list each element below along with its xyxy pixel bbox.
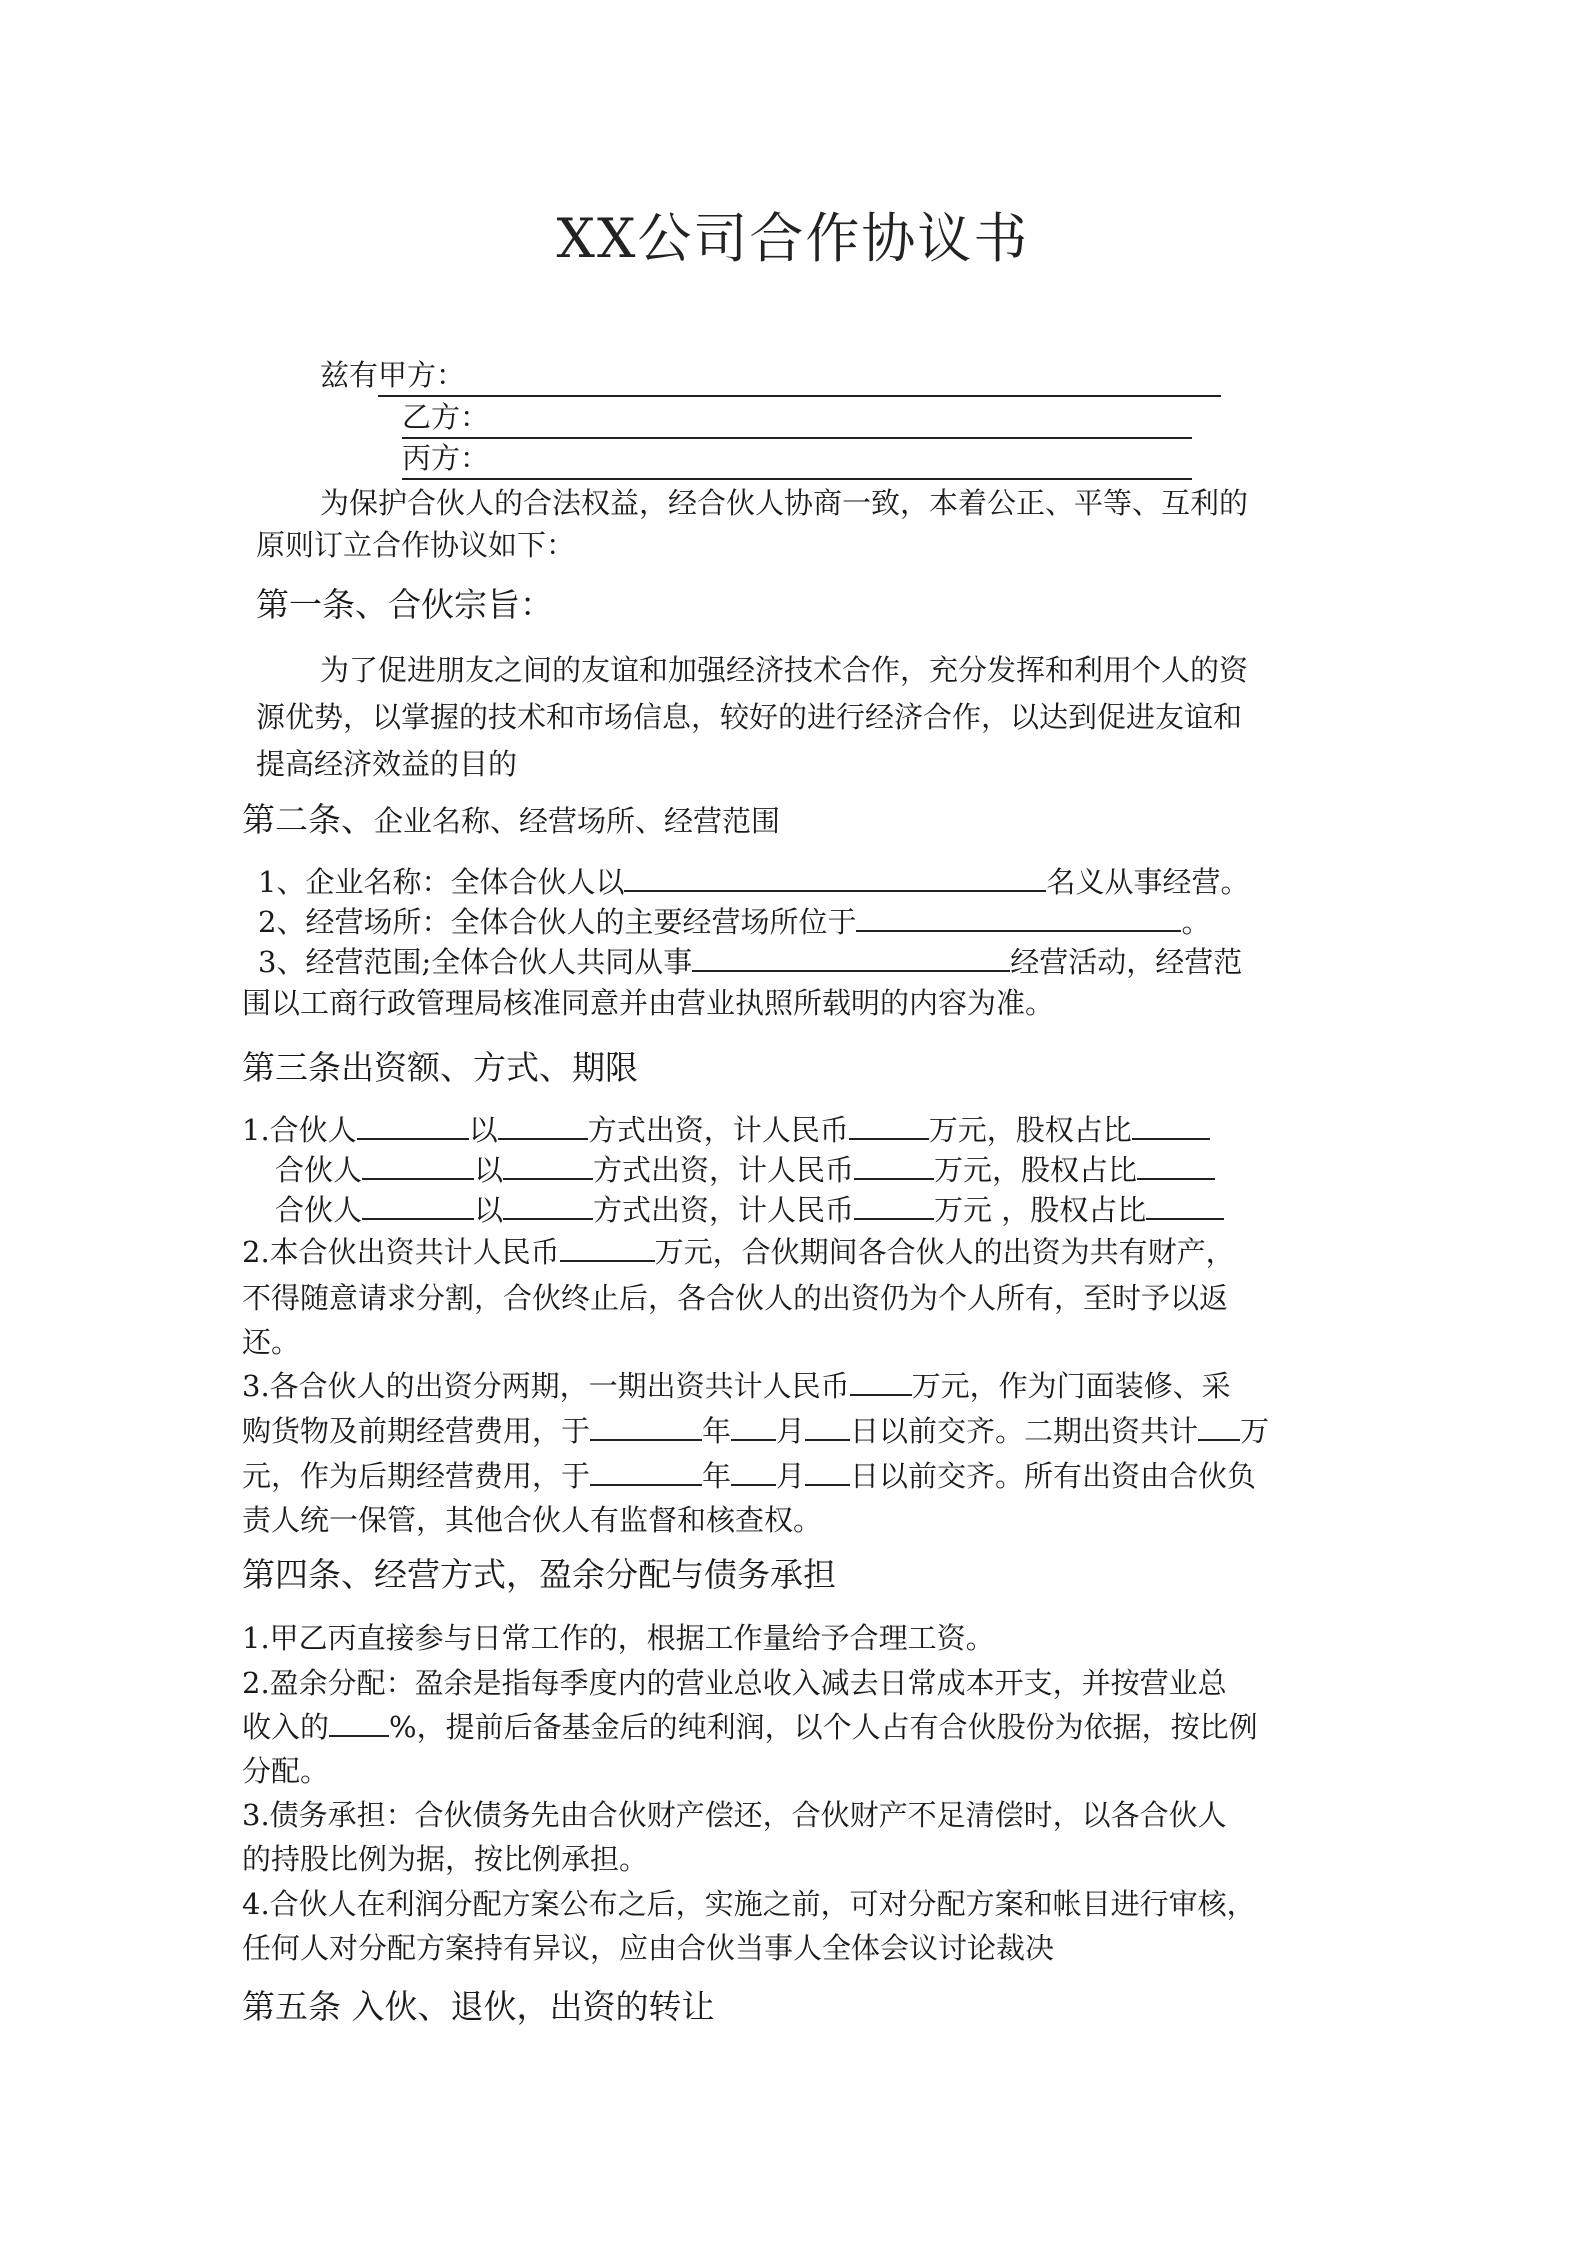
article-2-item-3-cont: 围以工商行政管理局核准同意并由营业执照所载明的内容为准。 — [242, 986, 1055, 1020]
phase-2-month-blank[interactable] — [731, 1456, 776, 1486]
party-a-row — [320, 355, 1221, 397]
by-label: 以 — [468, 1113, 498, 1147]
amount-blank[interactable] — [849, 1110, 929, 1140]
item-number: 1. — [242, 1113, 270, 1147]
equity-blank[interactable] — [1132, 1110, 1210, 1140]
partner-label: 合伙人 — [275, 1153, 363, 1187]
article-1-line-2: 源优势，以掌握的技术和市场信息，较好的进行经济合作，以达到促进友谊和 — [256, 700, 1243, 734]
method-label: 方式出资，计人民币 — [593, 1153, 855, 1187]
item-text: 名义从事经营。 — [1046, 865, 1250, 899]
article-4-item-2-cont-1 — [242, 1707, 1258, 1747]
amount-blank[interactable] — [854, 1150, 934, 1180]
method-label: 方式出资，计人民币 — [593, 1193, 855, 1227]
capital-row-3 — [275, 1190, 1224, 1230]
phase-2-year-blank[interactable] — [590, 1456, 702, 1486]
article-2-item-2 — [258, 902, 1210, 942]
party-c-label: 丙方： — [402, 441, 490, 475]
month-label: 月 — [776, 1414, 806, 1448]
preamble-line-2: 原则订立合作协议如下： — [256, 528, 576, 562]
item-text: 1、企业名称：全体合伙人以 — [258, 865, 625, 899]
party-b-label: 乙方： — [402, 400, 490, 434]
equity-blank[interactable] — [1137, 1150, 1215, 1180]
partner-name-blank[interactable] — [357, 1110, 469, 1140]
capital-row-1 — [242, 1110, 1210, 1150]
party-c-row — [402, 438, 1192, 480]
method-label: 方式出资，计人民币 — [587, 1113, 849, 1147]
total-capital-blank[interactable] — [560, 1232, 655, 1262]
article-3-item-3-cont-1 — [242, 1411, 1269, 1451]
partner-label: 合伙人 — [269, 1113, 357, 1147]
item-text: 3.各合伙人的出资分两期，一期出资共计人民币 — [242, 1369, 850, 1403]
by-label: 以 — [474, 1153, 504, 1187]
phase-1-day-blank[interactable] — [805, 1411, 850, 1441]
article-3-item-2 — [242, 1232, 1235, 1272]
amount-blank[interactable] — [854, 1190, 934, 1220]
equity-blank[interactable] — [1146, 1190, 1224, 1220]
article-4-item-3-cont: 的持股比例为据，按比例承担。 — [242, 1842, 649, 1876]
item-text: 购货物及前期经营费用，于 — [242, 1414, 591, 1448]
article-3-item-3-cont-3: 责人统一保管，其他合伙人有监督和核查权。 — [242, 1503, 823, 1537]
month-label: 月 — [776, 1459, 806, 1493]
article-3-item-2-cont-2: 还。 — [242, 1325, 301, 1359]
phase-1-amount-blank[interactable] — [850, 1366, 912, 1396]
party-b-row — [402, 397, 1192, 439]
business-location-blank[interactable] — [856, 902, 1181, 932]
article-3-heading: 第三条出资额、方式、期限 — [242, 1048, 638, 1087]
article-4-item-1: 1.甲乙丙直接参与日常工作的，根据工作量给予合理工资。 — [242, 1621, 995, 1655]
item-text: 。 — [1181, 905, 1211, 939]
party-a-label: 甲方： — [378, 358, 466, 392]
item-text: 2.本合伙出资共计人民币 — [242, 1235, 560, 1269]
phase-1-month-blank[interactable] — [731, 1411, 776, 1441]
equity-label: 万元 ，股权占比 — [934, 1193, 1147, 1227]
contribution-method-blank[interactable] — [498, 1110, 588, 1140]
item-text: 3、经营范围;全体合伙人共同从事 — [258, 945, 693, 979]
article-4-heading: 第四条、经营方式，盈余分配与债务承担 — [242, 1555, 836, 1594]
partner-name-blank[interactable] — [362, 1190, 474, 1220]
by-label: 以 — [474, 1193, 504, 1227]
phase-2-day-blank[interactable] — [805, 1456, 850, 1486]
article-2-item-1 — [258, 862, 1249, 902]
article-3-item-3-cont-2 — [242, 1456, 1256, 1496]
article-1-line-3: 提高经济效益的目的 — [256, 747, 518, 781]
item-text: 收入的 — [242, 1710, 330, 1744]
article-1-heading: 第一条、合伙宗旨： — [256, 585, 553, 624]
item-text: 万元，合伙期间各合伙人的出资为共有财产， — [654, 1235, 1235, 1269]
article-4-item-2-cont-2: 分配。 — [242, 1754, 330, 1788]
contribution-method-blank[interactable] — [503, 1190, 593, 1220]
item-text: 经营活动，经营范 — [1010, 945, 1243, 979]
article-5-heading: 第五条 入伙、退伙，出资的转让 — [242, 1987, 715, 2026]
item-text: 万 — [1240, 1414, 1270, 1448]
item-text: %，提前后备基金后的纯利润，以个人占有合伙股份为依据，按比例 — [389, 1710, 1258, 1744]
partner-label: 合伙人 — [275, 1193, 363, 1227]
capital-row-2 — [275, 1150, 1215, 1190]
article-2-heading-main: 第二条、 — [242, 800, 374, 839]
phase-2-amount-blank[interactable] — [1198, 1411, 1240, 1441]
article-4-item-2: 2.盈余分配：盈余是指每季度内的营业总收入减去日常成本开支，并按营业总 — [242, 1666, 1227, 1700]
company-name-blank[interactable] — [624, 862, 1046, 892]
article-3-item-2-cont-1: 不得随意请求分割，合伙终止后，各合伙人的出资仍为个人所有，至时予以返 — [242, 1281, 1229, 1315]
article-2-heading-sub: 企业名称、经营场所、经营范围 — [374, 804, 781, 838]
item-text: 日以前交齐。二期出资共计 — [850, 1414, 1199, 1448]
article-4-item-3: 3.债务承担：合伙债务先由合伙财产偿还，合伙财产不足清偿时，以各合伙人 — [242, 1798, 1227, 1832]
article-3-item-3 — [242, 1366, 1231, 1406]
item-text: 万元，作为门面装修、采 — [911, 1369, 1231, 1403]
article-4-item-4-cont: 任何人对分配方案持有异议，应由合伙当事人全体会议讨论裁决 — [242, 1931, 1055, 1965]
reserve-percent-blank[interactable] — [329, 1707, 389, 1737]
business-scope-blank[interactable] — [692, 942, 1010, 972]
phase-1-year-blank[interactable] — [590, 1411, 702, 1441]
item-text: 2、经营场所：全体合伙人的主要经营场所位于 — [258, 905, 857, 939]
parties-intro: 兹有 — [320, 358, 379, 392]
equity-label: 万元，股权占比 — [928, 1113, 1132, 1147]
contribution-method-blank[interactable] — [503, 1150, 593, 1180]
partner-name-blank[interactable] — [362, 1150, 474, 1180]
article-1-line-1: 为了促进朋友之间的友谊和加强经济技术合作，充分发挥和利用个人的资 — [320, 653, 1249, 687]
article-2-heading — [242, 800, 780, 841]
item-text: 日以前交齐。所有出资由合伙负 — [850, 1459, 1257, 1493]
article-2-item-3 — [258, 942, 1242, 982]
item-text: 元，作为后期经营费用，于 — [242, 1459, 591, 1493]
document-title: XX公司合作协议书 — [556, 207, 1030, 270]
equity-label: 万元，股权占比 — [934, 1153, 1138, 1187]
preamble-line-1: 为保护合伙人的合法权益，经合伙人协商一致，本着公正、平等、互利的 — [320, 486, 1249, 520]
year-label: 年 — [702, 1459, 732, 1493]
article-4-item-4: 4.合伙人在利润分配方案公布之后，实施之前，可对分配方案和帐目进行审核， — [242, 1887, 1256, 1921]
year-label: 年 — [702, 1414, 732, 1448]
